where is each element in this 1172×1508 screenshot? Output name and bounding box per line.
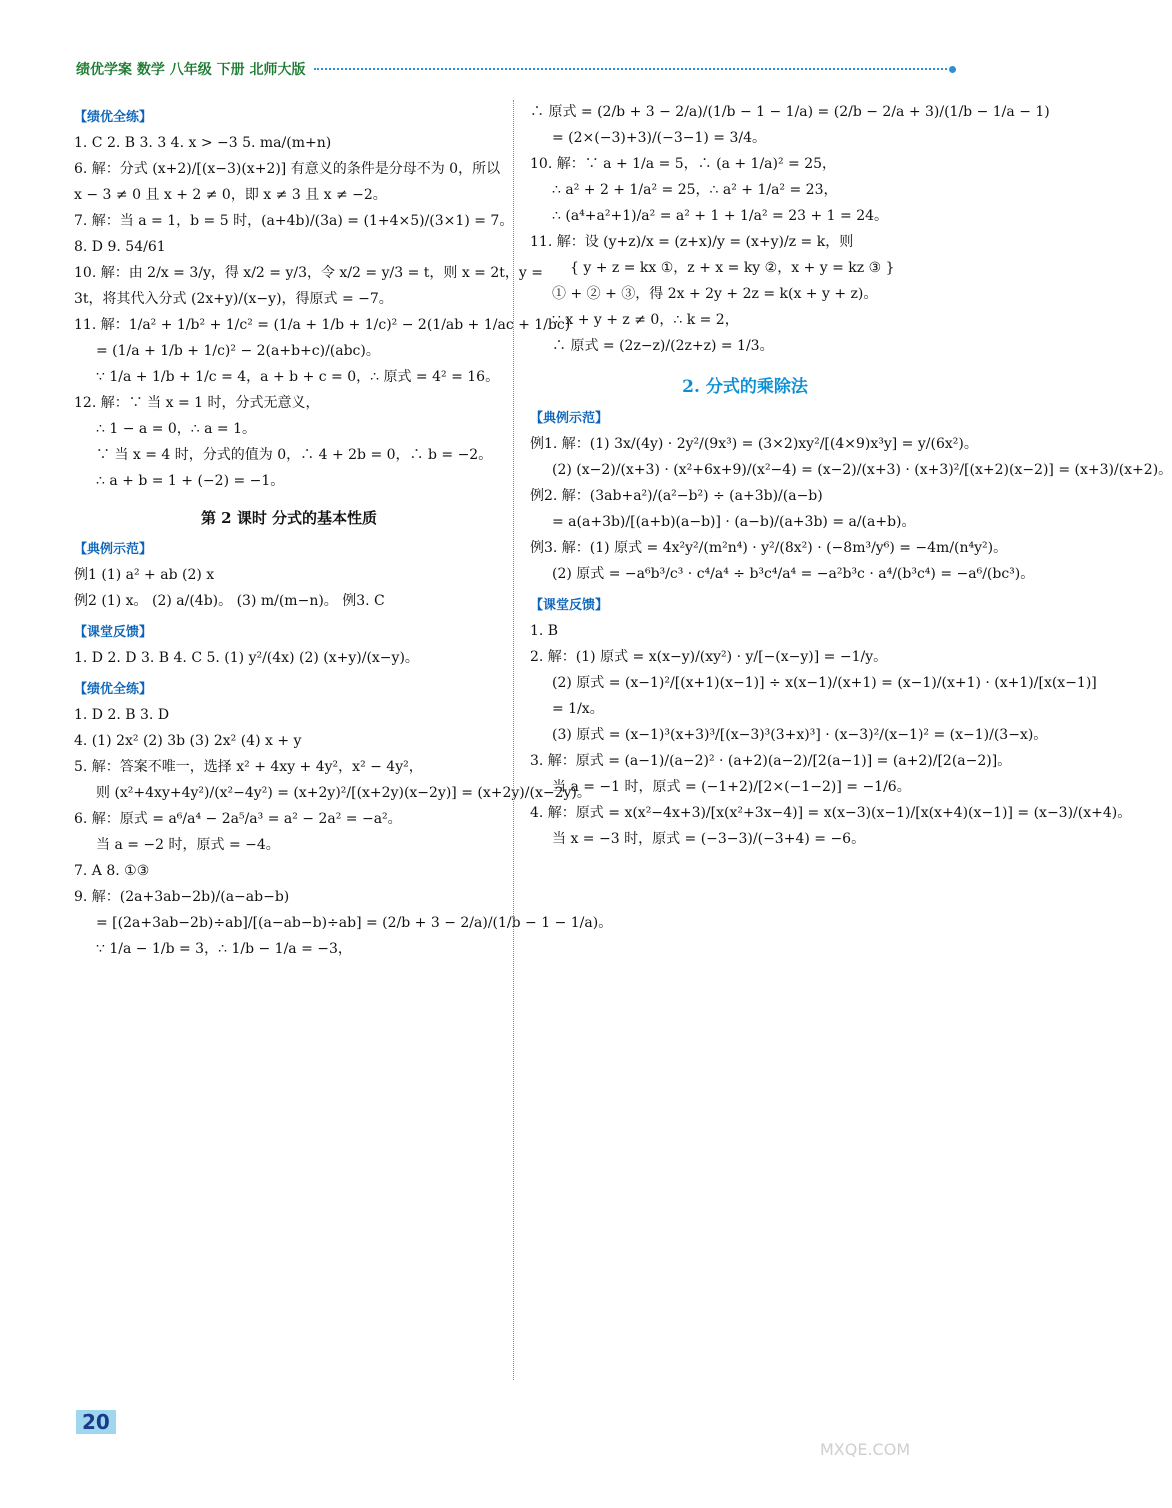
- answer-line: 当 a = −1 时，原式 = (−1+2)/[2×(−1−2)] = −1/6。: [552, 779, 911, 795]
- answer-line: 4. (1) 2x² (2) 3b (3) 2x² (4) x + y: [74, 733, 302, 749]
- answer-line: 5. 解：答案不唯一，选择 x² + 4xy + 4y²，x² − 4y²，: [74, 759, 423, 775]
- right-column: [530, 96, 1172, 855]
- answer-line: ∴ a + b = 1 + (−2) = −1。: [96, 473, 285, 489]
- answer-line: 6. 解：原式 = a⁶/a⁴ − 2a⁵/a³ = a² − 2a² = −a²。: [74, 811, 402, 827]
- section-tag: 【绩优全练】: [74, 682, 153, 697]
- header-rule: [314, 68, 948, 70]
- answer-line: 11. 解：1/a² + 1/b² + 1/c² = (1/a + 1/b + 1/c)² − 2(1/ab + 1/ac + 1/bc): [74, 317, 571, 333]
- answer-line: (2) 原式 = −a⁶b³/c³ · c⁴/a⁴ ÷ b³c⁴/a⁴ = −a²b³c · a⁴/(b³c⁴) = −a⁶/(bc³)。: [552, 566, 1035, 582]
- section-tag: 【课堂反馈】: [530, 598, 609, 613]
- answer-line: 则 (x²+4xy+4y²)/(x²−4y²) = (x+2y)²/[(x+2y)(x−2y)] = (x+2y)/(x−2y)。: [96, 785, 591, 801]
- answer-line: (3) 原式 = (x−1)³(x+3)³/[(x−3)³(3+x)³] · (x−3)²/(x−1)² = (x−1)/(3−x)。: [552, 727, 1048, 743]
- answer-line: 3t，将其代入分式 (2x+y)/(x−y)，得原式 = −7。: [74, 291, 393, 307]
- page-header: [76, 58, 956, 80]
- answer-line: 1. B: [530, 623, 559, 639]
- answer-line: 7. 解：当 a = 1，b = 5 时，(a+4b)/(3a) = (1+4×5)/(3×1) = 7。: [74, 213, 514, 229]
- answer-line: ∴ 原式 = (2z−z)/(2z+z) = 1/3。: [552, 338, 774, 354]
- answer-line: 例1 (1) a² + ab (2) x: [74, 567, 215, 583]
- answer-line: 例3. 解：(1) 原式 = 4x²y²/(m²n⁴) · y²/(8x²) · (−8m³/y⁶) = −4m/(n⁴y²)。: [530, 540, 1008, 556]
- answer-line: 例1. 解：(1) 3x/(4y) · 2y²/(9x³) = (3×2)xy²/[(4×9)x³y] = y/(6x²)。: [530, 436, 978, 452]
- answer-line: ∴ 1 − a = 0，∴ a = 1。: [96, 421, 257, 437]
- answer-line: x − 3 ≠ 0 且 x + 2 ≠ 0，即 x ≠ 3 且 x ≠ −2。: [74, 187, 387, 203]
- answer-line: = (1/a + 1/b + 1/c)² − 2(a+b+c)/(abc)。: [96, 343, 380, 359]
- answer-line: 例2 (1) x。 (2) a/(4b)。 (3) m/(m−n)。 例3. C: [74, 593, 385, 609]
- answer-line: 1. C 2. B 3. 3 4. x > −3 5. ma/(m+n): [74, 135, 332, 151]
- answer-line: 4. 解：原式 = x(x²−4x+3)/[x(x²+3x−4)] = x(x−3)(x−1)/[x(x+4)(x−1)] = (x−3)/(x+4)。: [530, 805, 1132, 821]
- left-column: [74, 96, 613, 965]
- answer-line: 10. 解：由 2/x = 3/y，得 x/2 = y/3，令 x/2 = y/3 = t，则 x = 2t，y =: [74, 265, 543, 281]
- answer-line: 1. D 2. D 3. B 4. C 5. (1) y²/(4x) (2) (x+y)/(x−y)。: [74, 650, 419, 666]
- section-tag: 【典例示范】: [74, 542, 153, 557]
- answer-line: 10. 解：∵ a + 1/a = 5，∴ (a + 1/a)² = 25，: [530, 156, 837, 172]
- column-divider: [513, 100, 514, 1380]
- answer-line: 8. D 9. 54/61: [74, 239, 166, 255]
- answer-line: (2) (x−2)/(x+3) · (x²+6x+9)/(x²−4) = (x−2)/(x+3) · (x+3)²/[(x+2)(x−2)] = (x+3)/(x+2)。: [552, 462, 1172, 478]
- answer-line: 7. A 8. ①③: [74, 863, 150, 879]
- header-dot: [949, 66, 956, 73]
- answer-line: ∴ a² + 2 + 1/a² = 25，∴ a² + 1/a² = 23，: [552, 182, 838, 198]
- answer-line: 9. 解：(2a+3ab−2b)/(a−ab−b): [74, 889, 290, 905]
- answer-line: 6. 解：分式 (x+2)/[(x−3)(x+2)] 有意义的条件是分母不为 0，所以: [74, 161, 501, 177]
- answer-line: = [(2a+3ab−2b)÷ab]/[(a−ab−b)÷ab] = (2/b + 3 − 2/a)/(1/b − 1 − 1/a)。: [96, 915, 613, 931]
- lesson-heading: 第 2 课时 分式的基本性质: [200, 509, 378, 527]
- header-title: 绩优学案 数学 八年级 下册 北师大版: [76, 62, 306, 78]
- answer-line: = a(a+3b)/[(a+b)(a−b)] · (a−b)/(a+3b) = a/(a+b)。: [552, 514, 916, 530]
- answer-line: 1. D 2. B 3. D: [74, 707, 170, 723]
- answer-line: 当 x = −3 时，原式 = (−3−3)/(−3+4) = −6。: [552, 831, 866, 847]
- answer-line: ∵ 当 x = 4 时，分式的值为 0，∴ 4 + 2b = 0，∴ b = −2。: [96, 447, 493, 463]
- section-tag: 【绩优全练】: [74, 110, 153, 125]
- answer-line: { y + z = kx ①，z + x = ky ②，x + y = kz ③ }: [570, 260, 895, 276]
- answer-line: 11. 解：设 (y+z)/x = (z+x)/y = (x+y)/z = k，则: [530, 234, 854, 250]
- section-tag: 【典例示范】: [530, 411, 609, 426]
- answer-line: = (2×(−3)+3)/(−3−1) = 3/4。: [552, 130, 767, 146]
- section-tag: 【课堂反馈】: [74, 625, 153, 640]
- answer-line: = 1/x。: [552, 701, 604, 717]
- answer-line: ∴ 原式 = (2/b + 3 − 2/a)/(1/b − 1 − 1/a) = (2/b − 2/a + 3)/(1/b − 1/a − 1): [530, 104, 1050, 120]
- answer-line: ∴ (a⁴+a²+1)/a² = a² + 1 + 1/a² = 23 + 1 = 24。: [552, 208, 889, 224]
- answer-line: 12. 解：∵ 当 x = 1 时，分式无意义，: [74, 395, 320, 411]
- answer-line: (2) 原式 = (x−1)²/[(x+1)(x−1)] ÷ x(x−1)/(x+1) = (x−1)/(x+1) · (x+1)/[x(x−1)]: [552, 675, 1097, 691]
- answer-line: ∵ 1/a − 1/b = 3，∴ 1/b − 1/a = −3，: [96, 941, 352, 957]
- answer-line: 3. 解：原式 = (a−1)/(a−2)² · (a+2)(a−2)/[2(a−1)] = (a+2)/[2(a−2)]。: [530, 753, 1012, 769]
- answer-line: 2. 解：(1) 原式 = x(x−y)/(xy²) · y/[−(x−y)] = −1/y。: [530, 649, 888, 665]
- answer-line: ① + ② + ③，得 2x + 2y + 2z = k(x + y + z)。: [552, 286, 878, 302]
- answer-line: 例2. 解：(3ab+a²)/(a²−b²) ÷ (a+3b)/(a−b): [530, 488, 823, 504]
- answer-line: ∵ x + y + z ≠ 0，∴ k = 2，: [552, 312, 739, 328]
- answer-line: 当 a = −2 时，原式 = −4。: [96, 837, 280, 853]
- answer-line: ∵ 1/a + 1/b + 1/c = 4，a + b + c = 0，∴ 原式 = 4² = 16。: [96, 369, 500, 385]
- section-heading: 2. 分式的乘除法: [682, 377, 808, 397]
- watermark: MXQE.COM: [820, 1440, 911, 1459]
- page-number: 20: [76, 1410, 116, 1434]
